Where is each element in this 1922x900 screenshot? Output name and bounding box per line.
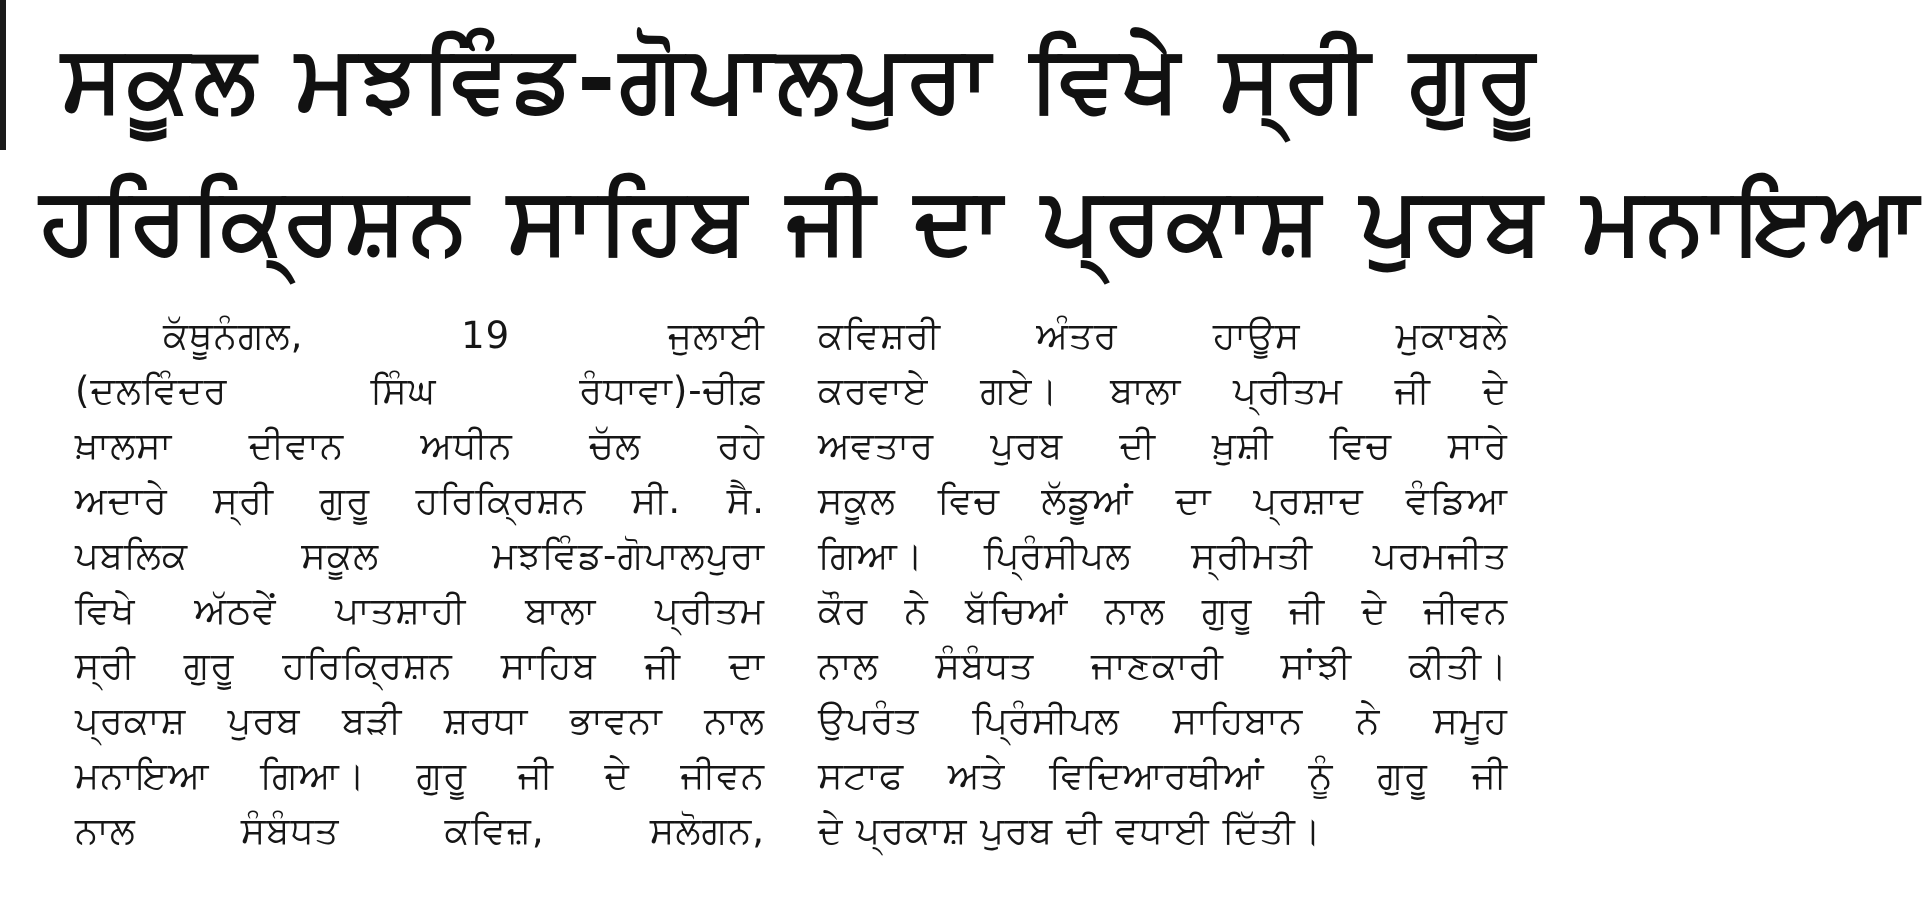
body-line: ਸ੍ਰੀ ਗੁਰੂ ਹਰਿਕ੍ਰਿਸ਼ਨ ਸਾਹਿਬ ਜੀ ਦਾ [75,644,765,687]
body-line: ਕੱਥੂਨੰਗਲ, 19 ਜੁਲਾਈ [163,314,765,357]
body-line: ਗਿਆ। ਪ੍ਰਿੰਸੀਪਲ ਸ੍ਰੀਮਤੀ ਪਰਮਜੀਤ [818,534,1508,577]
article-headline [40,8,1922,292]
body-line: ਖ਼ਾਲਸਾ ਦੀਵਾਨ ਅਧੀਨ ਚੱਲ ਰਹੇ [75,424,765,467]
body-line: ਅਵਤਾਰ ਪੁਰਬ ਦੀ ਖ਼ੁਸ਼ੀ ਵਿਚ ਸਾਰੇ [818,424,1508,467]
body-line: ਸਟਾਫ ਅਤੇ ਵਿਦਿਆਰਥੀਆਂ ਨੂੰ ਗੁਰੂ ਜੀ [818,754,1508,797]
body-line: ਕਵਿਸ਼ਰੀ ਅੰਤਰ ਹਾਊਸ ਮੁਕਾਬਲੇ [818,314,1508,357]
body-line: ਕੌਰ ਨੇ ਬੱਚਿਆਂ ਨਾਲ ਗੁਰੂ ਜੀ ਦੇ ਜੀਵਨ [818,589,1508,632]
page-edge-mark [0,0,6,150]
article-column-left [75,308,765,858]
body-line: ਦੇ ਪ੍ਰਕਾਸ਼ ਪੁਰਬ ਦੀ ਵਧਾਈ ਦਿੱਤੀ। [818,809,1322,852]
body-line: ਵਿਖੇ ਅੱਠਵੇਂ ਪਾਤਸ਼ਾਹੀ ਬਾਲਾ ਪ੍ਰੀਤਮ [75,589,765,632]
body-line: (ਦਲਵਿੰਦਰ ਸਿੰਘ ਰੰਧਾਵਾ)-ਚੀਫ਼ [75,369,765,412]
body-line: ਪ੍ਰਕਾਸ਼ ਪੁਰਬ ਬੜੀ ਸ਼ਰਧਾ ਭਾਵਨਾ ਨਾਲ [75,699,765,742]
headline-line-1: ਸਕੂਲ ਮਝਵਿੰਡ-ਗੋਪਾਲਪੁਰਾ ਵਿਖੇ ਸ੍ਰੀ ਗੁਰੂ [61,25,1539,132]
body-line: ਉਪਰੰਤ ਪ੍ਰਿੰਸੀਪਲ ਸਾਹਿਬਾਨ ਨੇ ਸਮੂਹ [818,699,1508,742]
headline-line-2: ਹਰਿਕ੍ਰਿਸ਼ਨ ਸਾਹਿਬ ਜੀ ਦਾ ਪ੍ਰਕਾਸ਼ ਪੁਰਬ ਮਨਾਇਆ [40,167,1922,274]
body-line: ਨਾਲ ਸੰਬੰਧਤ ਕਵਿਜ਼, ਸਲੋਗਨ, [75,809,765,852]
body-line: ਅਦਾਰੇ ਸ੍ਰੀ ਗੁਰੂ ਹਰਿਕ੍ਰਿਸ਼ਨ ਸੀ. ਸੈ. [75,479,765,522]
body-line: ਪਬਲਿਕ ਸਕੂਲ ਮਝਵਿੰਡ-ਗੋਪਾਲਪੁਰਾ [75,534,765,577]
article-column-right [818,308,1508,858]
body-line: ਸਕੂਲ ਵਿਚ ਲੱਡੂਆਂ ਦਾ ਪ੍ਰਸ਼ਾਦ ਵੰਡਿਆ [818,479,1508,522]
body-line: ਕਰਵਾਏ ਗਏ। ਬਾਲਾ ਪ੍ਰੀਤਮ ਜੀ ਦੇ [818,369,1508,412]
body-line: ਮਨਾਇਆ ਗਿਆ। ਗੁਰੂ ਜੀ ਦੇ ਜੀਵਨ [75,754,765,797]
body-line: ਨਾਲ ਸੰਬੰਧਤ ਜਾਣਕਾਰੀ ਸਾਂਝੀ ਕੀਤੀ। [818,644,1508,687]
